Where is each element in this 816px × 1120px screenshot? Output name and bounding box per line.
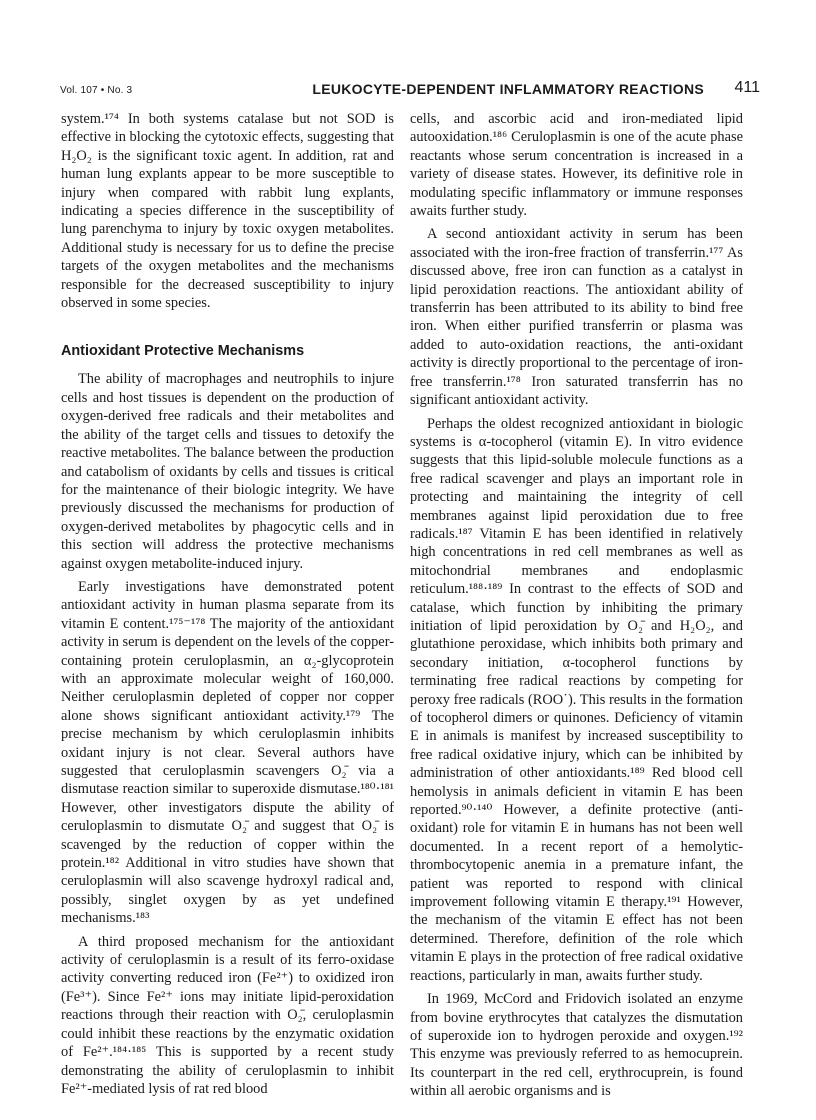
journal-volume: Vol. 107 • No. 3 bbox=[60, 85, 133, 96]
left-column bbox=[61, 110, 394, 1098]
paragraph: A second antioxidant activity in serum has been associated with the iron-free fraction of transferrin.¹⁷⁷ As discussed above, free iron can function as a catalyst in lipid peroxidation reactions. The antioxidant ability of transferrin has been attributed to its ability to bind free iron. When either purified transferrin or plasma was added to auto-oxidation reactions, the anti-oxidant activity is directly proportional to the percentage of iron-free transferrin.¹⁷⁸ Iron saturated transferrin has no significant antioxidant activity. bbox=[410, 226, 743, 409]
running-header bbox=[60, 78, 760, 102]
running-title: LEUKOCYTE-DEPENDENT INFLAMMATORY REACTIONS bbox=[312, 81, 704, 97]
paragraph: cells, and ascorbic acid and iron-mediated lipid autooxidation.¹⁸⁶ Ceruloplasmin is one of the acute phase reactants whose serum concentration is increased in a variety of disease states. However, its definitive role in modulating specific inflammatory or immune responses awaits further study. bbox=[410, 111, 743, 220]
paragraph: In 1969, McCord and Fridovich isolated an enzyme from bovine erythrocytes that catalyzes the dismutation of superoxide ion to hydrogen peroxide and oxygen.¹⁹² This enzyme was previously referred to as hemocuprein. Its counterpart in the red cell, erythrocuprein, is found within all aerobic organisms and is bbox=[410, 991, 743, 1100]
paragraph: Early investigations have demonstrated potent antioxidant activity in human plasma separate from its vitamin E content.¹⁷⁵⁻¹⁷⁸ The majority of the antioxidant activity in serum is dependent on the levels of the copper-containing protein ceruloplasmin, an α₂-glycoprotein with an approximate molecular weight of 160,000. Neither ceruloplasmin depleted of copper nor copper alone shows significant antioxidant activity.¹⁷⁹ The precise mechanism by which ceruloplasmin inhibits oxidant injury is not clear. Several authors have suggested that ceruloplasmin scavengers O₂̄ via a dismutase reaction similar to superoxide dismutase.¹⁸⁰·¹⁸¹ However, other investigators dispute the ability of ceruloplasmin to dismutate O₂̄ and suggest that O₂̄ is scavenged by the reduction of copper within the protein.¹⁸² Additional in vitro studies have shown that ceruloplasmin will also scavenge hydroxyl radical and, possibly, singlet oxygen by as yet undefined mechanisms.¹⁸³ bbox=[61, 578, 394, 927]
section-heading: Antioxidant Protective Mechanisms bbox=[61, 343, 305, 360]
paragraph: system.¹⁷⁴ In both systems catalase but not SOD is effective in blocking the cytotoxic effects, suggesting that H₂O₂ is the significant toxic agent. In addition, rat and human lung explants appear to be more susceptible to injury when compared with rabbit lung explants, indicating a species difference in the susceptibility of lung parenchyma to injury by toxic oxygen metabolites. Additional study is necessary for us to define the precise targets of the oxygen metabolites and the mechanisms responsible for the decreased susceptibility to injury observed in some species. bbox=[61, 111, 394, 312]
right-column bbox=[410, 110, 743, 1101]
page-number: 411 bbox=[734, 79, 760, 96]
paragraph: The ability of macrophages and neutrophils to injure cells and host tissues is dependent on the production of oxygen-derived free radicals and their metabolites and the ability of the target cells and tissues to detoxify the reactive metabolites. The balance between the production and catabolism of oxidants by cells and tissues is critical for the maintenance of their biologic integrity. We have previously discussed the mechanisms for production of oxygen-derived metabolites by phagocytic cells and in this section will address the protective mechanisms against oxygen metabolite-induced injury. bbox=[61, 371, 394, 572]
paragraph: A third proposed mechanism for the antioxidant activity of ceruloplasmin is a result of its ferro-oxidase activity converting reduced iron (Fe²⁺) to oxidized iron (Fe³⁺). Since Fe²⁺ ions may initiate lipid-peroxidation reactions through their reaction with O₂̄, ceruloplasmin could inhibit these reactions by the enzymatic oxidation of Fe²⁺.¹⁸⁴·¹⁸⁵ This is supported by a recent study demonstrating the ability of ceruloplasmin to inhibit Fe²⁺-mediated lysis of rat red blood bbox=[61, 933, 394, 1097]
paragraph: Perhaps the oldest recognized antioxidant in biologic systems is α-tocopherol (vitamin E). In vitro evidence suggests that this lipid-soluble molecule functions as a free radical scavenger and plays an important role in protecting and maintaining the integrity of cell membranes against lipid peroxidation due to free radicals.¹⁸⁷ Vitamin E has been identified in relatively high concentrations in red cell membranes as well as mitochondrial membranes and endoplasmic reticulum.¹⁸⁸·¹⁸⁹ In contrast to the effects of SOD and catalase, which function by inhibiting the primary initiation of lipid peroxidation by O₂̄ and H₂O₂, and glutathione peroxidase, which inhibits both primary and secondary initiation, α-tocopherol functions by terminating free radical reactions by competing for peroxy free radicals (ROO˙). This results in the formation of tocopherol dimers or quinones. Deficiency of vitamin E in animals is manifest by increased susceptibility to free radical oxidative injury, which can be inhibited by administration of other antioxidants.¹⁸⁹ Red blood cell hemolysis in animals deficient in vitamin E has been reported.⁹⁰·¹⁴⁰ However, a definite protective (anti-oxidant) role for vitamin E in humans has not been well documented. In a recent report of a hemolytic-thrombocytopenic anemia in a premature infant, the patient was reported to respond with clinical improvement following vitamin E therapy.¹⁹¹ However, the mechanism of the vitamin E effect has not been determined. Therefore, definition of the role which vitamin E plays in the protection of free radical oxidative reactions, particularly in man, awaits further study. bbox=[410, 415, 743, 984]
